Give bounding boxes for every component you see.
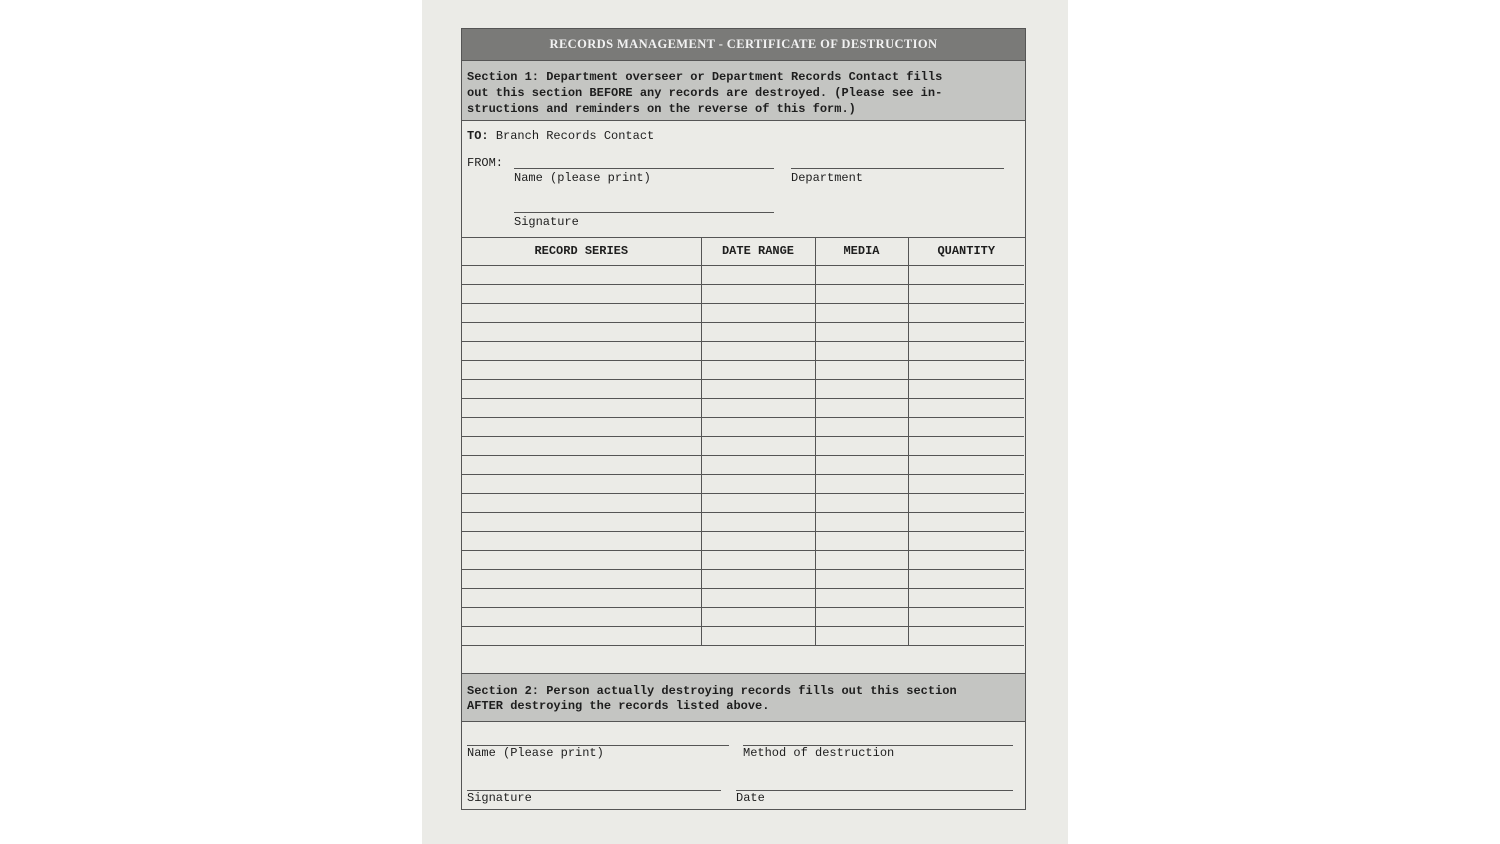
- table-cell[interactable]: [701, 570, 815, 589]
- table-row: [462, 608, 1024, 627]
- table-cell[interactable]: [815, 418, 908, 437]
- table-cell[interactable]: [701, 437, 815, 456]
- section-1-instructions: [462, 60, 1025, 121]
- table-row: [462, 627, 1024, 646]
- table-row: [462, 266, 1024, 285]
- table-cell[interactable]: [462, 266, 701, 285]
- table-row: [462, 380, 1024, 399]
- table-cell[interactable]: [815, 456, 908, 475]
- table-cell[interactable]: [815, 323, 908, 342]
- s2-signature-field-label: Signature: [467, 791, 532, 805]
- table-cell[interactable]: [701, 342, 815, 361]
- table-cell[interactable]: [462, 494, 701, 513]
- table-cell[interactable]: [908, 380, 1024, 399]
- table-cell[interactable]: [701, 494, 815, 513]
- table-cell[interactable]: [908, 551, 1024, 570]
- table-row: [462, 570, 1024, 589]
- table-row: [462, 494, 1024, 513]
- table-row: [462, 285, 1024, 304]
- table-cell[interactable]: [462, 285, 701, 304]
- table-row: [462, 342, 1024, 361]
- table-cell[interactable]: [908, 475, 1024, 494]
- column-header-record-series: RECORD SERIES: [462, 237, 701, 266]
- certificate-form: [461, 28, 1026, 810]
- s2-method-field-label: Method of destruction: [743, 746, 895, 760]
- table-cell[interactable]: [462, 323, 701, 342]
- name-field-line[interactable]: [514, 168, 774, 169]
- table-cell[interactable]: [462, 361, 701, 380]
- table-cell[interactable]: [908, 342, 1024, 361]
- table-cell[interactable]: [701, 323, 815, 342]
- table-row: [462, 323, 1024, 342]
- to-label: TO:: [467, 129, 489, 143]
- table-row: [462, 399, 1024, 418]
- table-cell[interactable]: [815, 494, 908, 513]
- table-cell[interactable]: [462, 532, 701, 551]
- to-row: [467, 129, 654, 143]
- table-cell[interactable]: [701, 589, 815, 608]
- s2-date-field-label: Date: [736, 791, 765, 805]
- table-cell[interactable]: [815, 266, 908, 285]
- section-1-line-1: Section 1: Department overseer or Department Records Contact fills: [467, 70, 943, 84]
- signature-field-line[interactable]: [514, 212, 774, 213]
- table-cell[interactable]: [815, 285, 908, 304]
- table-row: [462, 532, 1024, 551]
- table-header-row: [462, 237, 1024, 266]
- table-cell[interactable]: [908, 399, 1024, 418]
- table-cell[interactable]: [815, 380, 908, 399]
- table-cell[interactable]: [908, 627, 1024, 646]
- table-cell[interactable]: [908, 418, 1024, 437]
- table-cell[interactable]: [908, 494, 1024, 513]
- column-header-media: MEDIA: [815, 237, 908, 266]
- column-header-quantity: QUANTITY: [908, 237, 1024, 266]
- table-cell[interactable]: [462, 399, 701, 418]
- to-value: Branch Records Contact: [495, 129, 655, 143]
- table-cell[interactable]: [462, 551, 701, 570]
- section-2-instructions: [462, 673, 1025, 722]
- table-cell[interactable]: [701, 399, 815, 418]
- table-cell[interactable]: [701, 608, 815, 627]
- table-cell[interactable]: [815, 342, 908, 361]
- s2-date-field-line[interactable]: [736, 790, 1013, 791]
- table-cell[interactable]: [701, 304, 815, 323]
- name-field-label: Name (please print): [514, 171, 651, 185]
- table-cell[interactable]: [908, 608, 1024, 627]
- table-cell[interactable]: [815, 437, 908, 456]
- table-cell[interactable]: [815, 627, 908, 646]
- table-cell[interactable]: [701, 513, 815, 532]
- table-cell[interactable]: [815, 475, 908, 494]
- table-cell[interactable]: [908, 304, 1024, 323]
- section-1-line-2: out this section BEFORE any records are destroyed. (Please see in-: [467, 86, 943, 100]
- table-cell[interactable]: [462, 627, 701, 646]
- table-cell[interactable]: [908, 589, 1024, 608]
- records-table: [462, 237, 1024, 646]
- table-cell[interactable]: [908, 570, 1024, 589]
- s2-name-field-label: Name (Please print): [467, 746, 604, 760]
- table-cell[interactable]: [815, 608, 908, 627]
- table-row: [462, 551, 1024, 570]
- table-cell[interactable]: [908, 285, 1024, 304]
- department-field-label: Department: [791, 171, 864, 185]
- table-cell[interactable]: [815, 361, 908, 380]
- table-cell[interactable]: [462, 570, 701, 589]
- table-cell[interactable]: [908, 361, 1024, 380]
- table-cell[interactable]: [908, 513, 1024, 532]
- table-row: [462, 475, 1024, 494]
- table-cell[interactable]: [462, 380, 701, 399]
- table-cell[interactable]: [701, 266, 815, 285]
- table-cell[interactable]: [815, 570, 908, 589]
- table-cell[interactable]: [701, 418, 815, 437]
- table-cell[interactable]: [908, 456, 1024, 475]
- table-cell[interactable]: [815, 532, 908, 551]
- from-label: FROM:: [467, 156, 504, 170]
- table-row: [462, 513, 1024, 532]
- table-cell[interactable]: [701, 285, 815, 304]
- table-cell[interactable]: [908, 437, 1024, 456]
- table-cell[interactable]: [908, 266, 1024, 285]
- table-cell[interactable]: [815, 551, 908, 570]
- form-title: RECORDS MANAGEMENT - CERTIFICATE OF DESTRUCTION: [462, 29, 1025, 60]
- table-cell[interactable]: [462, 342, 701, 361]
- table-cell[interactable]: [462, 513, 701, 532]
- table-cell[interactable]: [462, 304, 701, 323]
- table-row: [462, 589, 1024, 608]
- table-cell[interactable]: [462, 456, 701, 475]
- table-cell[interactable]: [701, 551, 815, 570]
- section-2-line-1: Section 2: Person actually destroying records fills out this section: [467, 684, 957, 698]
- table-cell[interactable]: [701, 456, 815, 475]
- table-cell[interactable]: [701, 627, 815, 646]
- table-cell[interactable]: [815, 304, 908, 323]
- table-cell[interactable]: [908, 323, 1024, 342]
- column-header-date-range: DATE RANGE: [701, 237, 815, 266]
- table-cell[interactable]: [908, 532, 1024, 551]
- table-cell[interactable]: [701, 380, 815, 399]
- table-cell[interactable]: [815, 589, 908, 608]
- table-cell[interactable]: [701, 475, 815, 494]
- table-cell[interactable]: [462, 418, 701, 437]
- table-cell[interactable]: [815, 513, 908, 532]
- table-row: [462, 304, 1024, 323]
- department-field-line[interactable]: [791, 168, 1004, 169]
- table-cell[interactable]: [462, 437, 701, 456]
- section-1-line-3: structions and reminders on the reverse of this form.): [467, 102, 856, 116]
- table-cell[interactable]: [815, 399, 908, 418]
- signature-field-label: Signature: [514, 215, 579, 229]
- table-row: [462, 437, 1024, 456]
- table-row: [462, 361, 1024, 380]
- table-cell[interactable]: [462, 608, 701, 627]
- table-cell[interactable]: [701, 532, 815, 551]
- table-row: [462, 456, 1024, 475]
- table-cell[interactable]: [701, 361, 815, 380]
- table-cell[interactable]: [462, 475, 701, 494]
- table-row: [462, 418, 1024, 437]
- table-cell[interactable]: [462, 589, 701, 608]
- section-2-line-2: AFTER destroying the records listed above.: [467, 699, 770, 713]
